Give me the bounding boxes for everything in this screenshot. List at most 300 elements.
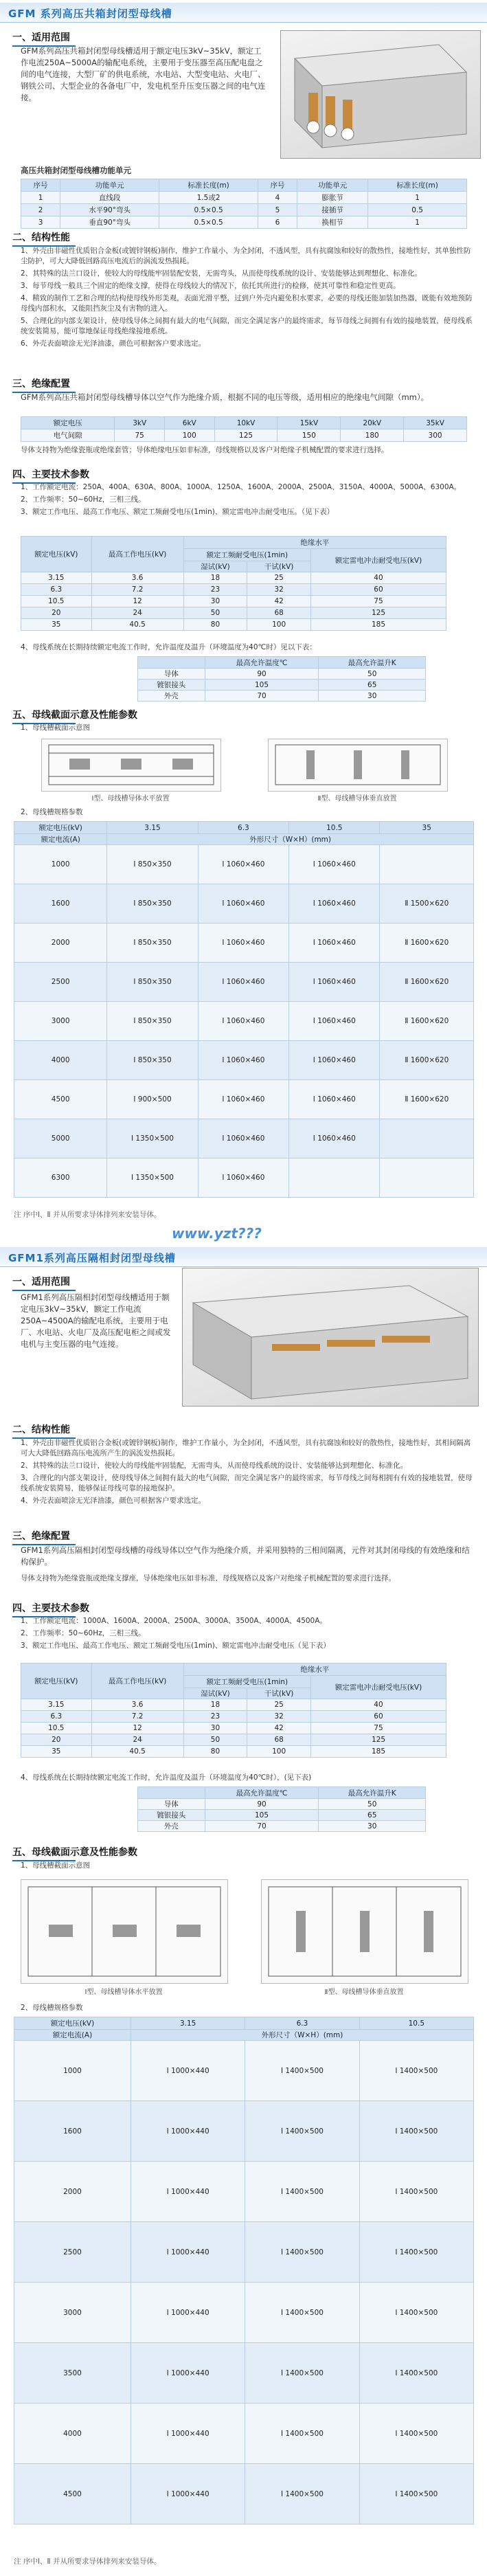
table-header: 额定电流(A) [14,834,107,845]
table-header: 3kV [115,417,164,429]
table-row [21,584,446,596]
watermark: www.yzt??? [172,1225,262,1242]
s1-diagram-caption1: Ⅰ型、母线槽导体水平放置 [91,795,170,803]
s1-size-table [14,821,474,1198]
s1-structure-list [21,246,474,351]
table-cell: 42 [247,1723,311,1734]
table-cell: Ⅰ 1060×460 [289,845,380,884]
table-cell: 125 [214,429,278,442]
table-cell: 32 [247,1711,311,1723]
table-cell: Ⅰ 1060×460 [289,1119,380,1158]
table-row [14,923,474,963]
table-cell: 3.6 [91,572,183,584]
table-cell: 3.15 [21,1699,92,1711]
s1-scope-text: GFM系列高压共箱封闭型母线槽适用于额定电压3kV~35kV，额定工作电流250A~5000A的输配电系统，主要用于变压器至高压配电盘之间的电气连接，大型厂矿的供电系统，水电站、大型变电站、火电厂、钢铁公司、大型企业的各备电厂中，发电机至升压变压器之间的电气连接。 [21,46,266,102]
s2-voltage-table [21,1663,446,1758]
table-row [21,192,467,204]
table-header: 额定电压(kV) [14,2017,131,2030]
table-cell: Ⅰ 1060×460 [289,1041,380,1080]
table-cell: 3 [21,216,60,229]
table-cell: Ⅰ 1060×460 [198,884,288,923]
table-header: 外形尺寸（W×H）(mm) [131,2030,473,2041]
table-cell: Ⅰ 1060×460 [289,884,380,923]
s2-diagram-subtitle: 1、母线槽截面示意图 [21,1861,91,1870]
s2-temp-table [137,1787,426,1832]
s2-size-title: 2、母线槽规格参数 [21,2004,83,2012]
table-header: 干试(kV) [247,1688,311,1699]
table-cell: Ⅱ 1600×620 [380,1002,474,1041]
table-cell: Ⅰ 1060×460 [289,1002,380,1041]
table-cell: 4000 [14,1041,107,1080]
table-cell: 50 [319,669,426,680]
table-header: 干试(kV) [247,561,311,572]
table-cell: 膨胀节 [297,192,368,204]
table-header: 35kV [404,417,467,429]
table-cell: 导体 [138,669,205,680]
table-cell: 6 [258,216,297,229]
table-cell: 1600 [14,884,107,923]
table-cell: 5 [258,204,297,216]
params-item: 3、额定工作电压、最高工作电压、额定工频耐受电压(1min)、额定雷电冲击耐受电压（见下表） [21,1642,330,1650]
table-cell: Ⅰ 1060×460 [198,963,288,1002]
table-cell: Ⅰ 850×350 [107,923,198,963]
s2-insulation-heading: 三、绝缘配置 [12,1529,76,1545]
table-cell: 20 [21,607,92,619]
table-cell: 75 [310,1723,446,1734]
table-header: 最高工作电压(kV) [91,1664,183,1699]
table-cell: 4500 [14,2464,131,2524]
table-cell: 1000 [14,845,107,884]
table-header [138,657,205,669]
table-header: 额定电压(kV) [21,537,92,572]
params-item: 2、工作频率：50~60Hz，三相三线。 [21,495,146,504]
table-row [14,2041,474,2101]
s2-diagram-type2 [261,1879,468,1984]
params-item: 2、工作频率：50~60Hz，三相三线。 [21,1629,146,1637]
table-cell: 水平90°弯头 [60,204,159,216]
table-cell: 185 [310,619,446,631]
section1-title: GFM 系列高压共箱封闭型母线槽 [8,8,172,20]
params-item: 3、额定工作电压、最高工作电压、额定工频耐受电压(1min)、额定雷电冲击耐受电压。（见下表） [21,508,335,516]
table-cell: Ⅰ 1400×500 [359,2041,473,2101]
table-cell: Ⅰ 1400×500 [245,2283,359,2343]
table-cell [380,1119,474,1158]
table-cell: 23 [183,584,247,596]
s2-product-photo [182,1268,479,1407]
table-cell: Ⅱ 1500×620 [380,884,474,923]
table-header: 6.3 [198,822,288,834]
table-cell: Ⅰ 1060×460 [198,923,288,963]
table-cell: Ⅰ 1400×500 [245,2162,359,2222]
table-cell: Ⅱ 1600×620 [380,1041,474,1080]
table-cell: 换相节 [297,216,368,229]
s2-temp-title: 4、母线系统在长期持续额定电流工作时，允许温度及温升（环境温度为40℃时），(见下表) [21,1773,312,1782]
table-cell: 20 [21,1734,92,1746]
s2-insulation-text: GFM1系列高压隔相封闭型母线槽的母线导体以空气作为绝缘介质，并采用独特的三相间隔离，元件对其封闭母线的有效绝缘和结构保护。 [21,1545,470,1567]
table-cell: 30 [183,596,247,607]
s2-structure-list [21,1438,474,1508]
table-cell: 3000 [14,1002,107,1041]
table-header: 6.3 [245,2017,359,2030]
table-cell: 6300 [14,1158,107,1198]
table-cell: Ⅰ 1400×500 [245,2101,359,2162]
table-cell: 125 [310,1734,446,1746]
table-header: 绝缘水平 [183,537,446,549]
table-cell: 3500 [14,2343,131,2404]
table-header: 3.15 [131,2017,245,2030]
s2-size-table [14,2017,474,2524]
table-header: 35 [380,822,474,834]
table-header: 功能单元 [297,179,368,192]
table-row [21,619,446,631]
structure-item: 4、外壳表面喷涂无光泽油漆，颜色可根据客户要求选定。 [21,1497,206,1505]
table-row [138,669,426,680]
table-row [14,2343,474,2404]
table-cell: 外壳 [138,1821,205,1832]
structure-item: 1、外壳由非磁性优质铝合金板(或镀锌钢板)制作，维护工作量小，为全封闭，不透风型，具有抗腐蚀和较好的散热性，接地性好，其相间隔离可大大降低回路高压电流所产生的涡流发热损耗。 [21,1439,471,1457]
table-cell: Ⅱ 1600×620 [380,1080,474,1119]
table-row [21,216,467,229]
table-cell: 7.2 [91,1711,183,1723]
table-cell: Ⅰ 1000×440 [131,2222,245,2283]
table-cell: Ⅰ 1000×440 [131,2162,245,2222]
table-row [138,1810,426,1821]
table-cell: 60 [310,584,446,596]
table-cell: 105 [205,1810,319,1821]
table-cell: 300 [404,429,467,442]
table-cell: 90 [205,669,319,680]
table-row [14,1041,474,1080]
table-cell: 30 [319,1821,426,1832]
table-cell: 35 [21,619,92,631]
table-row [21,1746,446,1758]
structure-item: 3、合理化的内部支架设计，使母线导体之间拥有最大的电气间隙，而完全满足客户的最终需求，每节母线之间每相拥有有效的接地装置，使母线系统安装简易，能够保证母线可靠的接地保护。 [21,1474,473,1492]
table-header: 额定工频耐受电压(1min) [183,549,310,561]
table-cell: 75 [115,429,164,442]
s2-insulation-note: 导体支持物为绝缘瓷瓶或绝缘支撑座，导体绝缘电压如非标准，母线规格以及客户对绝缘子机械配置的要求进行选择。 [21,1574,396,1582]
table-cell: 18 [183,572,247,584]
table-cell: Ⅰ 1400×500 [359,2162,473,2222]
table-cell: 2500 [14,963,107,1002]
table-cell: 0.5×0.5 [159,204,258,216]
table-cell: 镀银接头 [138,1810,205,1821]
table-cell: Ⅰ 1400×500 [359,2222,473,2283]
section2-banner [0,1247,487,1267]
table-cell: 10.5 [21,1723,92,1734]
table-cell: Ⅰ 1350×500 [107,1119,198,1158]
table-header: 序号 [21,179,60,192]
table-row [21,204,467,216]
table-cell: 2000 [14,923,107,963]
table-cell: Ⅰ 1060×460 [198,1119,288,1158]
table-cell: Ⅰ 1400×500 [359,2464,473,2524]
table-header: 最高允许温度℃ [205,657,319,669]
s1-insulation-table [21,416,467,442]
s1-diagram-caption2: Ⅱ型、母线槽导体垂直放置 [317,795,397,803]
table-header: 3.15 [107,822,198,834]
table-cell: 100 [164,429,214,442]
table-cell: 65 [319,1810,426,1821]
table-cell: 24 [91,607,183,619]
table-cell: 180 [341,429,404,442]
table-cell: 150 [278,429,341,442]
table-cell [380,1158,474,1198]
table-header: 湿试(kV) [183,1688,247,1699]
table-header: 最高工作电压(kV) [91,537,183,572]
table-cell: 35 [21,1746,92,1758]
table-cell: 接插节 [297,204,368,216]
table-cell: 50 [183,1734,247,1746]
table-header: 最高允许温升K [319,657,426,669]
s1-size-title: 2、母线槽规格参数 [21,808,83,816]
table-row [21,1699,446,1711]
table-cell: Ⅰ 1400×500 [245,2343,359,2404]
table-row [21,607,446,619]
table-cell: 3000 [14,2283,131,2343]
s2-structure-heading: 二、结构性能 [12,1422,76,1439]
table-row [14,2162,474,2222]
table-row [14,2101,474,2162]
s1-structure-heading: 二、结构性能 [12,230,76,247]
table-cell: 60 [310,1711,446,1723]
table-cell: Ⅰ 1400×500 [359,2343,473,2404]
table-header: 10.5 [359,2017,473,2030]
table-cell: Ⅰ 1400×500 [359,2283,473,2343]
s1-params-list [21,482,474,519]
table-cell: Ⅰ 1400×500 [359,2404,473,2464]
table-cell: Ⅰ 850×350 [107,963,198,1002]
table-header: 20kV [341,417,404,429]
table-cell: 70 [205,1821,319,1832]
table-cell: 100 [247,1746,311,1758]
s1-unit-table [21,179,467,229]
table-cell: Ⅰ 1060×460 [198,1041,288,1080]
table-header: 额定电流(A) [14,2030,131,2041]
structure-item: 6、外壳表面喷涂无光泽油漆，颜色可根据客户要求选定。 [21,339,206,348]
table-cell [289,1158,380,1198]
table-cell: 垂直90°弯头 [60,216,159,229]
s1-size-note: 注 序中Ⅰ、Ⅱ 并从所要求导体排列来安装导体。 [14,1211,161,1219]
s2-diagram-type1 [21,1879,228,1984]
table-cell: 80 [183,619,247,631]
table-cell: 42 [247,596,311,607]
table-cell: 7.2 [91,584,183,596]
s2-params-heading: 四、主要技术参数 [12,1601,89,1617]
table-cell: 70 [205,691,319,702]
s1-scope-heading: 一、适用范围 [12,30,76,47]
table-cell: 外壳 [138,691,205,702]
table-cell: Ⅰ 1000×440 [131,2041,245,2101]
table-cell: 4000 [14,2404,131,2464]
s2-diagram-caption2: Ⅱ型、母线槽导体垂直放置 [324,1989,404,1996]
s1-unit-table-title: 高压共箱封闭型母线槽功能单元 [21,166,131,175]
table-header: 额定电压 [21,417,115,429]
table-header: 功能单元 [60,179,159,192]
s1-diagram-type1 [41,739,221,792]
table-cell: 68 [247,607,311,619]
table-header: 最高允许温度℃ [205,1787,319,1799]
table-row [21,1723,446,1734]
table-cell: 50 [319,1799,426,1810]
table-row [138,691,426,702]
table-cell: 24 [91,1734,183,1746]
s2-params-list [21,1616,474,1653]
table-cell: Ⅱ 1600×620 [380,923,474,963]
s2-scope-text: GFM1系列高压隔相封闭型母线槽适用于额定电压3kV~35kV，额定工作电流250A~4500A的输配电系统，主要用于电厂、水电站、火电厂及高压配电柜之间或发电机与主变压器的电气连接。 [21,1292,171,1349]
s1-temp-title: 4、母线系统在长期持续额定电流工作时，允许温度及温升（环境温度为40℃时）见以下表： [21,643,317,651]
table-cell: 40.5 [91,619,183,631]
table-cell: 2500 [14,2222,131,2283]
table-cell: Ⅰ 1400×500 [245,2041,359,2101]
table-header: 外形尺寸（W×H）(mm) [107,834,474,845]
s1-diagram-heading: 五、母线截面示意及性能参数 [12,708,137,724]
table-header: 额定工频耐受电压(1min) [183,1676,310,1688]
table-cell: 105 [205,680,319,691]
structure-item: 2、其特殊的法兰口设计，使较大的母线能牢固装配安装，无需弯头，从而使母线系统的设计、安装能够达到理想化、标准化。 [21,269,422,278]
table-cell: 30 [319,691,426,702]
table-cell: 直线段 [60,192,159,204]
table-row [138,1799,426,1810]
table-cell: 40 [310,1699,446,1711]
params-item: 1、工作额定电流：250A、400A、630A、800A、1000A、1250A、1600A、2000A、2500A、3150A、4000A、5000A、6300A。 [21,483,462,491]
table-cell: 25 [247,572,311,584]
table-cell: 100 [247,619,311,631]
structure-item: 1、外壳由非磁性优质铝合金板(或镀锌钢板)制作，维护工作量小，为全封闭，不透风型，具有抗腐蚀和较好的散热性，接地性好，其单独性防尘防护，可大大降低回路高压电流后的涡流发热损耗。 [21,247,471,265]
table-header: 额定雷电冲击耐受电压(kV) [310,549,446,572]
table-cell: 65 [319,680,426,691]
table-cell: Ⅰ 1400×500 [245,2404,359,2464]
table-cell: 电气间隙 [21,429,115,442]
structure-item: 3、每节母线一般具三个固定的绝缘支撑，使得在母线较大的情况下，依托其所进行的检修，使其可靠性和稳定性更高。 [21,282,400,290]
table-header: 额定雷电冲击耐受电压(kV) [310,1676,446,1699]
table-cell: 1 [368,216,467,229]
table-cell: 40.5 [91,1746,183,1758]
table-cell: 75 [310,596,446,607]
table-row [14,1119,474,1158]
table-header: 6kV [164,417,214,429]
table-cell: 5000 [14,1119,107,1158]
table-cell: Ⅱ 1600×620 [380,963,474,1002]
table-cell: 4500 [14,1080,107,1119]
table-row [14,884,474,923]
table-cell: 镀银接头 [138,680,205,691]
table-cell: Ⅰ 850×350 [107,884,198,923]
table-row [21,1711,446,1723]
table-header: 标准长度(m) [368,179,467,192]
table-row [14,963,474,1002]
table-header: 标准长度(m) [159,179,258,192]
table-cell: 1600 [14,2101,131,2162]
table-row [14,845,474,884]
section2-title: GFM1系列高压隔相封闭型母线槽 [8,1252,176,1264]
s1-params-heading: 四、主要技术参数 [12,467,89,484]
params-item: 1、工作额定电流：1000A、1600A、2000A、2500A、3000A、3500A、4000A、4500A。 [21,1617,327,1625]
table-cell: 4 [258,192,297,204]
s2-diagram-heading: 五、母线截面示意及性能参数 [12,1845,137,1861]
table-cell: Ⅰ 1060×460 [289,963,380,1002]
table-cell: 1 [368,192,467,204]
s1-voltage-table [21,536,446,631]
table-header: 绝缘水平 [183,1664,446,1676]
table-cell: 12 [91,596,183,607]
table-cell: 40 [310,572,446,584]
table-cell: Ⅰ 1400×500 [245,2222,359,2283]
table-cell: 80 [183,1746,247,1758]
structure-item: 2、其特殊的法兰口设计，使较大的母线能牢固装配，无需弯头，从而使母线系统的设计、安装能够达到理想化、标准化。 [21,1461,408,1470]
table-row [14,2283,474,2343]
table-cell: Ⅰ 850×350 [107,845,198,884]
table-cell: Ⅰ 1000×440 [131,2343,245,2404]
table-header: 15kV [278,417,341,429]
table-cell: Ⅰ 1000×440 [131,2464,245,2524]
table-cell: 6.3 [21,584,92,596]
table-cell: 2 [21,204,60,216]
table-cell: Ⅰ 1400×500 [245,2464,359,2524]
structure-item: 5、合理化的内部支架设计，使母线导体之间拥有最大的电气间隙，而完全满足客户的最终需求，每节母线之间拥有有效的接地装置，使母线系统安装简易，能可靠地保证母线绝缘接地系统。 [21,317,473,335]
table-cell: 10.5 [21,596,92,607]
table-header: 序号 [258,179,297,192]
table-row [21,1734,446,1746]
table-cell: Ⅰ 1060×460 [289,923,380,963]
table-cell: Ⅰ 1000×440 [131,2283,245,2343]
table-row [14,1158,474,1198]
table-row [21,596,446,607]
table-header: 最高允许温升K [319,1787,426,1799]
table-cell: Ⅰ 850×350 [107,1041,198,1080]
table-row [138,1821,426,1832]
table-cell: Ⅰ 1350×500 [107,1158,198,1198]
structure-item: 4、精致的制作工艺和合理的结构使母线外形美观，表面光滑平整，过到户外壳内避免积水要求，必要的母线还能加装加热器，既能有效地预防母线内部积水，又能阻挡灰尘及有害物的进入。 [21,294,473,313]
s1-diagram-type2 [268,739,448,792]
table-cell: Ⅰ 1000×440 [131,2404,245,2464]
s1-insulation-heading: 三、绝缘配置 [12,377,76,393]
table-cell: 0.5×0.5 [159,216,258,229]
table-cell: 2000 [14,2162,131,2222]
table-header: 10.5 [289,822,380,834]
s2-size-note: 注 序中Ⅰ、Ⅱ 并从所要求导体排列来安装导体。 [14,2557,161,2566]
table-cell: 1.5或2 [159,192,258,204]
table-header: 额定电压(kV) [21,1664,92,1699]
table-cell: 32 [247,584,311,596]
table-cell: Ⅰ 1060×460 [198,1080,288,1119]
table-cell: Ⅰ 1400×500 [359,2101,473,2162]
table-cell: 185 [310,1746,446,1758]
table-cell: 25 [247,1699,311,1711]
s2-diagram-caption1: Ⅰ型、母线槽导体水平放置 [84,1989,163,1996]
s1-insulation-note: 导体支持物为绝缘瓷瓶或绝缘套管；导体绝缘电压如非标准，母线规格以及客户对绝缘子机械配置的要求进行选择。 [21,446,389,454]
table-cell: 3.15 [21,572,92,584]
table-cell: Ⅰ 900×500 [107,1080,198,1119]
table-cell: Ⅰ 1060×460 [198,1158,288,1198]
table-cell: 6.3 [21,1711,92,1723]
table-cell: 导体 [138,1799,205,1810]
table-cell: 50 [183,607,247,619]
table-cell: 18 [183,1699,247,1711]
section1-banner [0,3,487,23]
table-cell: 30 [183,1723,247,1734]
table-header [138,1787,205,1799]
table-cell: 23 [183,1711,247,1723]
table-cell: Ⅰ 850×350 [107,1002,198,1041]
table-row [14,2222,474,2283]
table-cell: 125 [310,607,446,619]
table-row [21,572,446,584]
table-cell: 1 [21,192,60,204]
table-header: 10kV [214,417,278,429]
s1-insulation-text: GFM系列高压共箱封闭型母线槽导体以空气作为绝缘介质，根据不同的电压等级，适用相应的绝缘电气间隙（mm）。 [21,392,429,402]
table-cell: 12 [91,1723,183,1734]
table-cell: 68 [247,1734,311,1746]
